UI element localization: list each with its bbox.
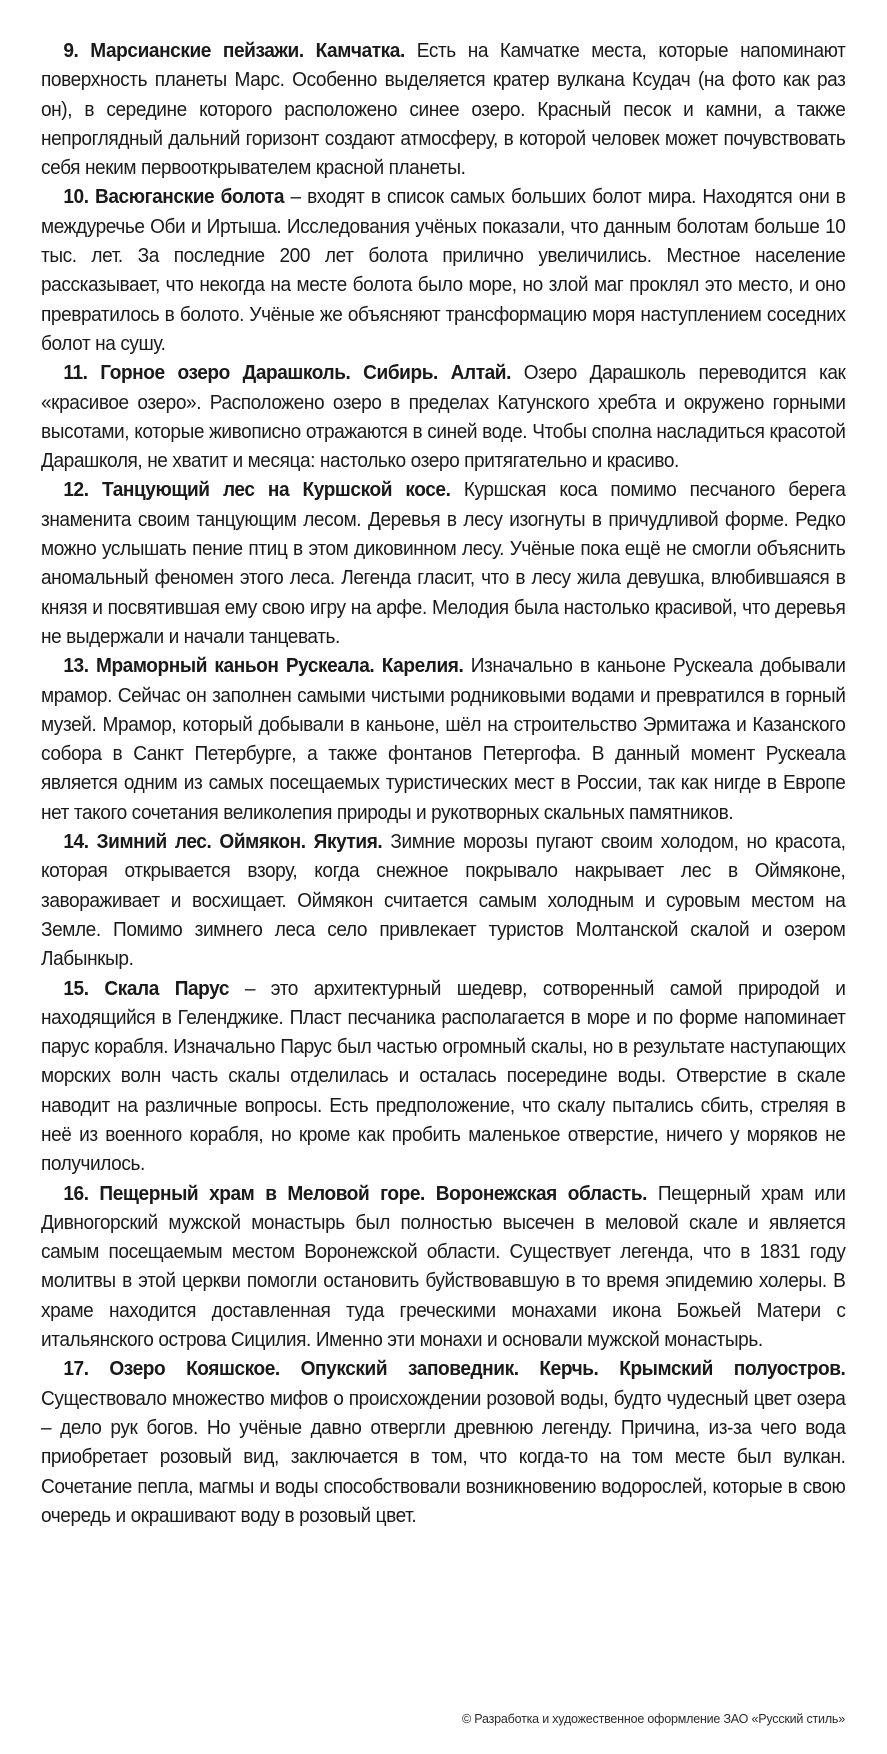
copyright-credit: © Разработка и художественное оформление ЗАО «Русский стиль» (462, 1712, 845, 1726)
entry-title: 13. Мраморный каньон Рускеала. Карелия. (63, 654, 464, 678)
entry-text: Пещерный храм или Дивногорский мужской монастырь был полностью высечен в меловой скале и является самым посещаемым местом Воронежской области. Существует легенда, что в 1831 году молитвы в этой церкви помогли остановить буйствовавшую в то время эпидемию холеры. В храме находится доставленная туда греческими монахами икона Божьей Матери с итальянского острова Сицилия. Именно эти монахи и основали мужской монастырь. (41, 1181, 846, 1352)
entry-9 (41, 36, 845, 182)
entry-title: 14. Зимний лес. Оймякон. Якутия. (63, 830, 383, 854)
entry-title: 10. Васюганские болота (63, 185, 285, 209)
entry-16 (41, 1179, 845, 1355)
entry-title: 12. Танцующий лес на Куршской косе. (63, 478, 451, 502)
entry-text: – это архитектурный шедевр, сотворенный самой природой и находящийся в Геленджике. Пласт песчаника располагается в море и по форме напоминает парус корабля. Изначально Парус был частью огромный скалы, но в результате наступающих морских волн часть скалы отделилась и осталась посередине воды. Отверстие в скале наводит на различные вопросы. Есть предположение, что скалу пытались сбить, стреляя в неё из военного корабля, но кроме как пробить маленькое отверстие, ничего у моряков не получилось. (41, 976, 846, 1176)
entry-title: 16. Пещерный храм в Меловой горе. Воронежская область. (63, 1181, 648, 1205)
entry-title: 11. Горное озеро Дарашколь. Сибирь. Алтай. (63, 361, 511, 385)
entry-11 (41, 358, 845, 475)
entry-title: 15. Скала Парус (63, 976, 230, 1000)
entry-title: 17. Озеро Кояшское. Опукский заповедник. Керчь. Крымский полуостров. (63, 1357, 846, 1381)
entry-title: 9. Марсианские пейзажи. Камчатка. (63, 39, 405, 62)
entry-17 (41, 1354, 845, 1530)
entry-14 (41, 827, 845, 973)
entry-10 (41, 182, 845, 358)
entry-text: Зимние морозы пугают своим холодом, но красота, которая открывается взору, когда снежное покрывало накрывает лес в Оймяконе, завораживает и восхищает. Оймякон считается самым холодным и суровым местом на Земле. Помимо зимнего леса село привлекает туристов Молтанской скалой и озером Лабынкыр. (41, 830, 846, 971)
entry-15 (41, 974, 845, 1179)
entry-text: Озеро Дарашколь переводится как «красивое озеро». Расположено озеро в пределах Катунского хребта и окружено горными высотами, которые живописно отражаются в синей воде. Чтобы сполна насладиться красотой Дарашколя, не хватит и месяца: настолько озеро притягательно и красиво. (41, 361, 846, 473)
entry-13 (41, 651, 845, 827)
entry-text: Существовало множество мифов о происхождении розовой воды, будто чудесный цвет озера – дело рук богов. Но учёные давно отвергли древнюю легенду. Причина, из-за чего вода приобретает розовый вид, заключается в том, что когда-то на том месте был вулкан. Сочетание пепла, магмы и воды способствовали возникновению водорослей, которые в свою очередь и окрашивают воду в розовый цвет. (41, 1386, 846, 1527)
entry-text: Изначально в каньоне Рускеала добывали мрамор. Сейчас он заполнен самыми чистыми родниковыми водами и превратился в горный музей. Мрамор, который добывали в каньоне, шёл на строительство Эрмитажа и Казанского собора в Санкт Петербурге, а также фонтанов Петергофа. В данный момент Рускеала является одним из самых посещаемых туристических мест в России, так как нигде в Европе нет такого сочетания великолепия природы и рукотворных скальных памятников. (41, 654, 846, 824)
entry-text: Куршская коса помимо песчаного берега знаменита своим танцующим лесом. Деревья в лесу изогнуты в причудливой форме. Редко можно услышать пение птиц в этом диковинном лесу. Учёные пока ещё не смогли объяснить аномальный феномен этого леса. Легенда гласит, что в лесу жила девушка, влюбившаяся в князя и посвятившая ему свою игру на арфе. Мелодия была настолько красивой, что деревья не выдержали и начали танцевать. (41, 478, 846, 648)
entry-12 (41, 475, 845, 651)
entry-text: Есть на Камчатке места, которые напоминают поверхность планеты Марс. Особенно выделяется кратер вулкана Ксудач (на фото как раз он), в середине которого расположено синее озеро. Красный песок и камни, а также непроглядный дальний горизонт создают атмосферу, в которой человек может почувствовать себя неким первооткрывателем красной планеты. (41, 39, 846, 180)
entry-text: – входят в список самых больших болот мира. Находятся они в междуречье Оби и Иртыша. Исследования учёных показали, что данным болотам больше 10 тыс. лет. За последние 200 лет болота прилично увеличились. Местное население рассказывает, что некогда на месте болота было море, но злой маг проклял это место, и оно превратилось в болото. Учёные же объясняют трансформацию моря наступлением соседних болот на сушу. (41, 185, 846, 355)
